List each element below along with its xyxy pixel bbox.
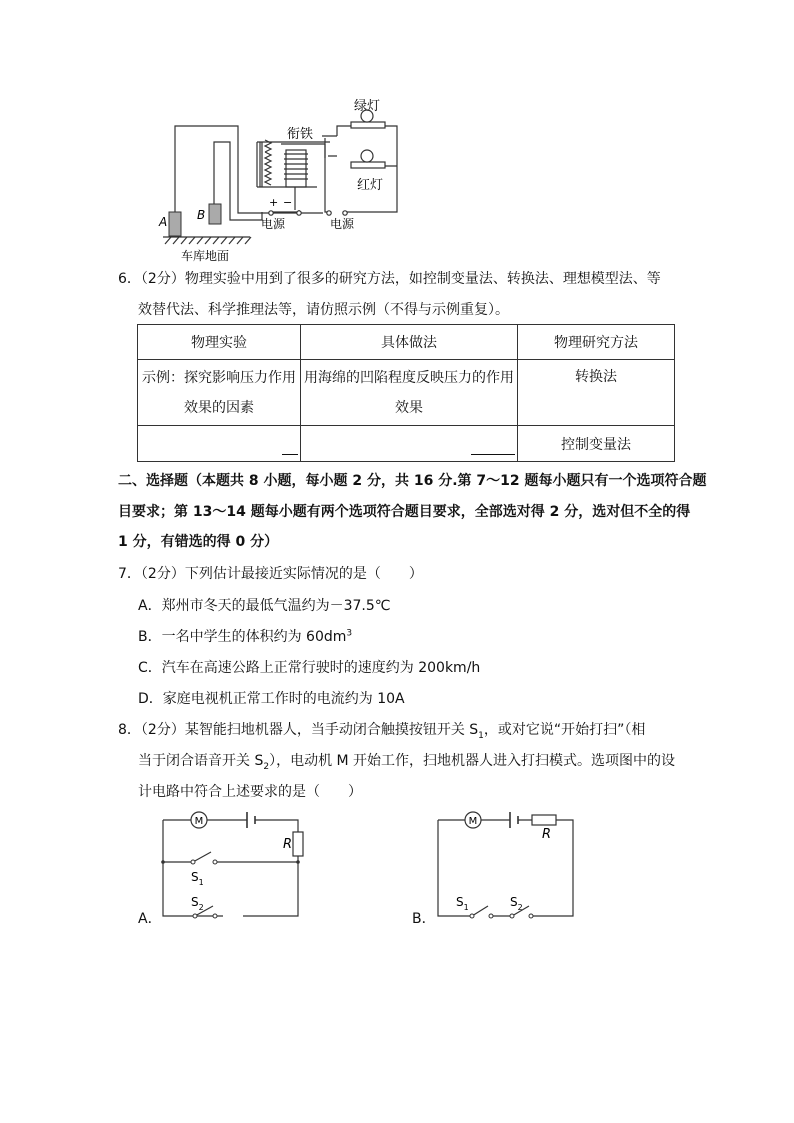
circuit-b-option-label[interactable]: B． <box>412 911 436 927</box>
section2-heading-line1: 二、选择题（本题共 8 小题，每小题 2 分，共 16 分.第 7～12 题每小题只有一个选项符合题 <box>118 473 707 489</box>
table-row <box>138 426 675 462</box>
q8-stem-line2 <box>138 750 675 772</box>
answer-experiment-cell[interactable] <box>138 426 301 462</box>
example-experiment-line2: 效果的因素 <box>184 399 254 416</box>
example-procedure-line2: 效果 <box>395 399 423 416</box>
q8-s2-sub: 2 <box>263 761 270 772</box>
q7-option-b-text: B．一名中学生的体积约为 60dm <box>138 629 347 645</box>
section2-heading-line3: 1 分，有错选的得 0 分） <box>118 534 279 550</box>
switch-s2-label: $S_2$ <box>191 895 204 912</box>
power-minus-sign: − <box>283 196 293 209</box>
switch-s1-label: $S_1$ <box>456 895 469 912</box>
example-experiment-line1: 示例：探究影响压力作用 <box>142 369 296 386</box>
q7-option-a[interactable]: A．郑州市冬天的最低气温约为－37.5℃ <box>138 598 391 614</box>
answer-procedure-cell[interactable] <box>301 426 518 462</box>
sensor-a-label: A <box>159 215 168 229</box>
q7-option-b-exponent: 3 <box>346 628 353 639</box>
q8-stem-line1 <box>118 719 645 741</box>
resistor-label: R <box>283 837 293 852</box>
answer-blank[interactable] <box>471 440 515 455</box>
q8-stem-line3: 计电路中符合上述要求的是（ ） <box>138 784 362 800</box>
switch-s1-label: $S_1$ <box>191 870 204 887</box>
table-header-row <box>138 325 675 360</box>
relay-circuit-figure <box>145 92 415 264</box>
power-source-2-label: 电源 <box>329 217 355 231</box>
power-plus-sign: + <box>269 196 279 209</box>
methods-table <box>137 324 675 462</box>
armature-label: 衔铁 <box>286 127 314 142</box>
q8-line2-text: 当于闭合语音开关 S <box>138 753 264 769</box>
answer-blank[interactable] <box>282 440 298 455</box>
example-method-cell: 转换法 <box>518 360 675 426</box>
q7-option-c[interactable]: C．汽车在高速公路上正常行驶时的速度约为 200km/h <box>138 660 481 676</box>
circuit-a-option-label[interactable]: A． <box>138 911 162 927</box>
table-header-method: 物理研究方法 <box>518 325 675 360</box>
circuit-a-diagram[interactable] <box>155 806 315 924</box>
green-light-label: 绿灯 <box>353 99 381 114</box>
circuit-b-diagram[interactable] <box>430 806 580 924</box>
power-source-1-label: 电源 <box>260 217 286 231</box>
resistor-label: R <box>542 827 552 842</box>
garage-floor-label: 车库地面 <box>180 249 230 263</box>
example-procedure-cell <box>301 360 518 426</box>
motor-label: M <box>468 816 478 827</box>
q7-stem: 7．（2分）下列估计最接近实际情况的是（ ） <box>118 566 423 582</box>
section2-heading-line2: 目要求；第 13～14 题每小题有两个选项符合题目要求，全部选对得 2 分，选对但不全的得 <box>118 504 691 520</box>
example-procedure-line1: 用海绵的凹陷程度反映压力的作用 <box>304 369 514 386</box>
example-experiment-cell <box>138 360 301 426</box>
motor-label: M <box>194 816 204 827</box>
table-row <box>138 360 675 426</box>
table-header-experiment: 物理实验 <box>138 325 301 360</box>
sensor-b-label: B <box>197 208 206 222</box>
q8-line2-tail: ），电动机 M 开始工作，扫地机器人进入打扫模式。选项图中的设 <box>269 753 676 769</box>
q7-option-b[interactable] <box>138 626 352 646</box>
q8-line1-tail: ，或对它说“开始打扫”（相 <box>483 722 646 738</box>
answer-method-cell: 控制变量法 <box>518 426 675 462</box>
red-light-label: 红灯 <box>356 178 384 193</box>
q6-stem-line1: 6．（2分）物理实验中用到了很多的研究方法，如控制变量法、转换法、理想模型法、等 <box>118 271 661 287</box>
q8-s1-sub: 1 <box>478 730 484 741</box>
q7-option-d[interactable]: D．家庭电视机正常工作时的电流约为 10A <box>138 691 405 707</box>
switch-s2-label: $S_2$ <box>510 895 523 912</box>
table-header-procedure: 具体做法 <box>301 325 518 360</box>
q6-stem-line2: 效替代法、科学推理法等，请仿照示例（不得与示例重复）。 <box>138 302 509 318</box>
q8-line1-text: 8．（2分）某智能扫地机器人，当手动闭合触摸按钮开关 S <box>118 722 479 738</box>
